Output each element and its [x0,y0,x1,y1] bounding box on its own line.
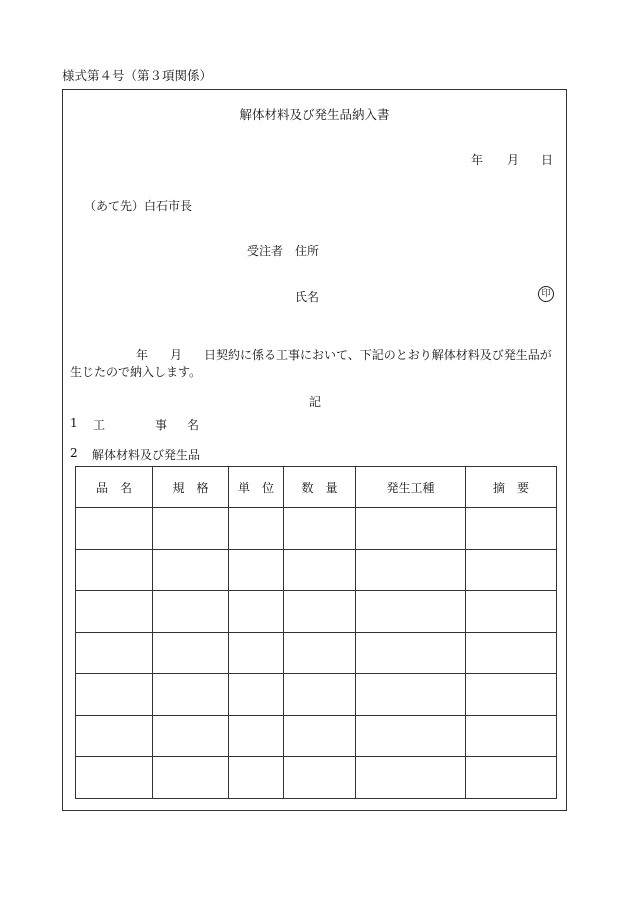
item1-char: 名 [187,418,200,432]
table-row [76,632,557,674]
table-cell[interactable] [229,591,284,633]
table-cell[interactable] [229,549,284,591]
date-day: 日 [541,153,554,167]
body-text [70,347,560,381]
date-month: 月 [507,153,520,167]
materials-table [75,466,557,799]
table-cell[interactable] [356,549,466,591]
table-cell[interactable] [76,674,153,716]
header-remarks: 摘 要 [466,467,557,508]
table-cell[interactable] [76,591,153,633]
item1-char: 工 [93,418,106,432]
table-row [76,591,557,633]
table-cell[interactable] [153,508,229,550]
form-number-label: 様式第４号（第３項関係） [62,68,213,83]
table-cell[interactable] [284,757,356,799]
body-year: 年 [136,348,149,362]
body-sentence: 日契約に係る工事において、下記のとおり解体材料及び発生品が生じたので納入します。 [70,348,552,379]
table-header-row [76,467,557,508]
table-cell[interactable] [76,508,153,550]
table-cell[interactable] [466,757,557,799]
table-cell[interactable] [356,757,466,799]
table-row [76,715,557,757]
table-row [76,674,557,716]
table-cell[interactable] [284,674,356,716]
header-item-name: 品 名 [76,467,153,508]
table-cell[interactable] [229,715,284,757]
seal-mark: 印 [538,286,554,302]
table-cell[interactable] [153,632,229,674]
table-cell[interactable] [229,757,284,799]
table-cell[interactable] [466,632,557,674]
header-unit: 単 位 [229,467,284,508]
table-cell[interactable] [356,715,466,757]
contractor-label: 受注者 [247,244,284,258]
address-label: 住所 [295,244,320,258]
table-cell[interactable] [284,508,356,550]
header-work-type: 発生工種 [356,467,466,508]
table-cell[interactable] [466,674,557,716]
table-cell[interactable] [284,591,356,633]
table-cell[interactable] [229,632,284,674]
table-cell[interactable] [466,508,557,550]
name-label: 氏名 [295,290,320,304]
table-cell[interactable] [153,757,229,799]
table-cell[interactable] [284,632,356,674]
document-title: 解体材料及び発生品納入書 [239,107,390,122]
table-row [76,508,557,550]
table-cell[interactable] [466,715,557,757]
item2-number: 2 [70,446,78,460]
table-cell[interactable] [153,674,229,716]
table-row [76,757,557,799]
date-year: 年 [471,153,484,167]
item2-label: 解体材料及び発生品 [92,448,201,462]
item1-number: 1 [70,416,78,430]
table-cell[interactable] [229,674,284,716]
ki-heading: 記 [309,395,322,409]
item1-char: 事 [155,418,168,432]
table-cell[interactable] [153,549,229,591]
table-cell[interactable] [76,632,153,674]
table-cell[interactable] [153,591,229,633]
table-cell[interactable] [356,591,466,633]
table-cell[interactable] [284,715,356,757]
table-cell[interactable] [356,674,466,716]
table-cell[interactable] [153,715,229,757]
table-cell[interactable] [284,549,356,591]
document-frame [62,89,567,811]
table-cell[interactable] [356,632,466,674]
header-quantity: 数 量 [284,467,356,508]
table-row [76,549,557,591]
table-cell[interactable] [466,591,557,633]
header-spec: 規 格 [153,467,229,508]
table-cell[interactable] [466,549,557,591]
table-cell[interactable] [229,508,284,550]
table-cell[interactable] [76,757,153,799]
table-cell[interactable] [76,715,153,757]
table-cell[interactable] [356,508,466,550]
addressee: （あて先）白石市長 [84,199,193,213]
body-month: 月 [170,348,183,362]
table-cell[interactable] [76,549,153,591]
